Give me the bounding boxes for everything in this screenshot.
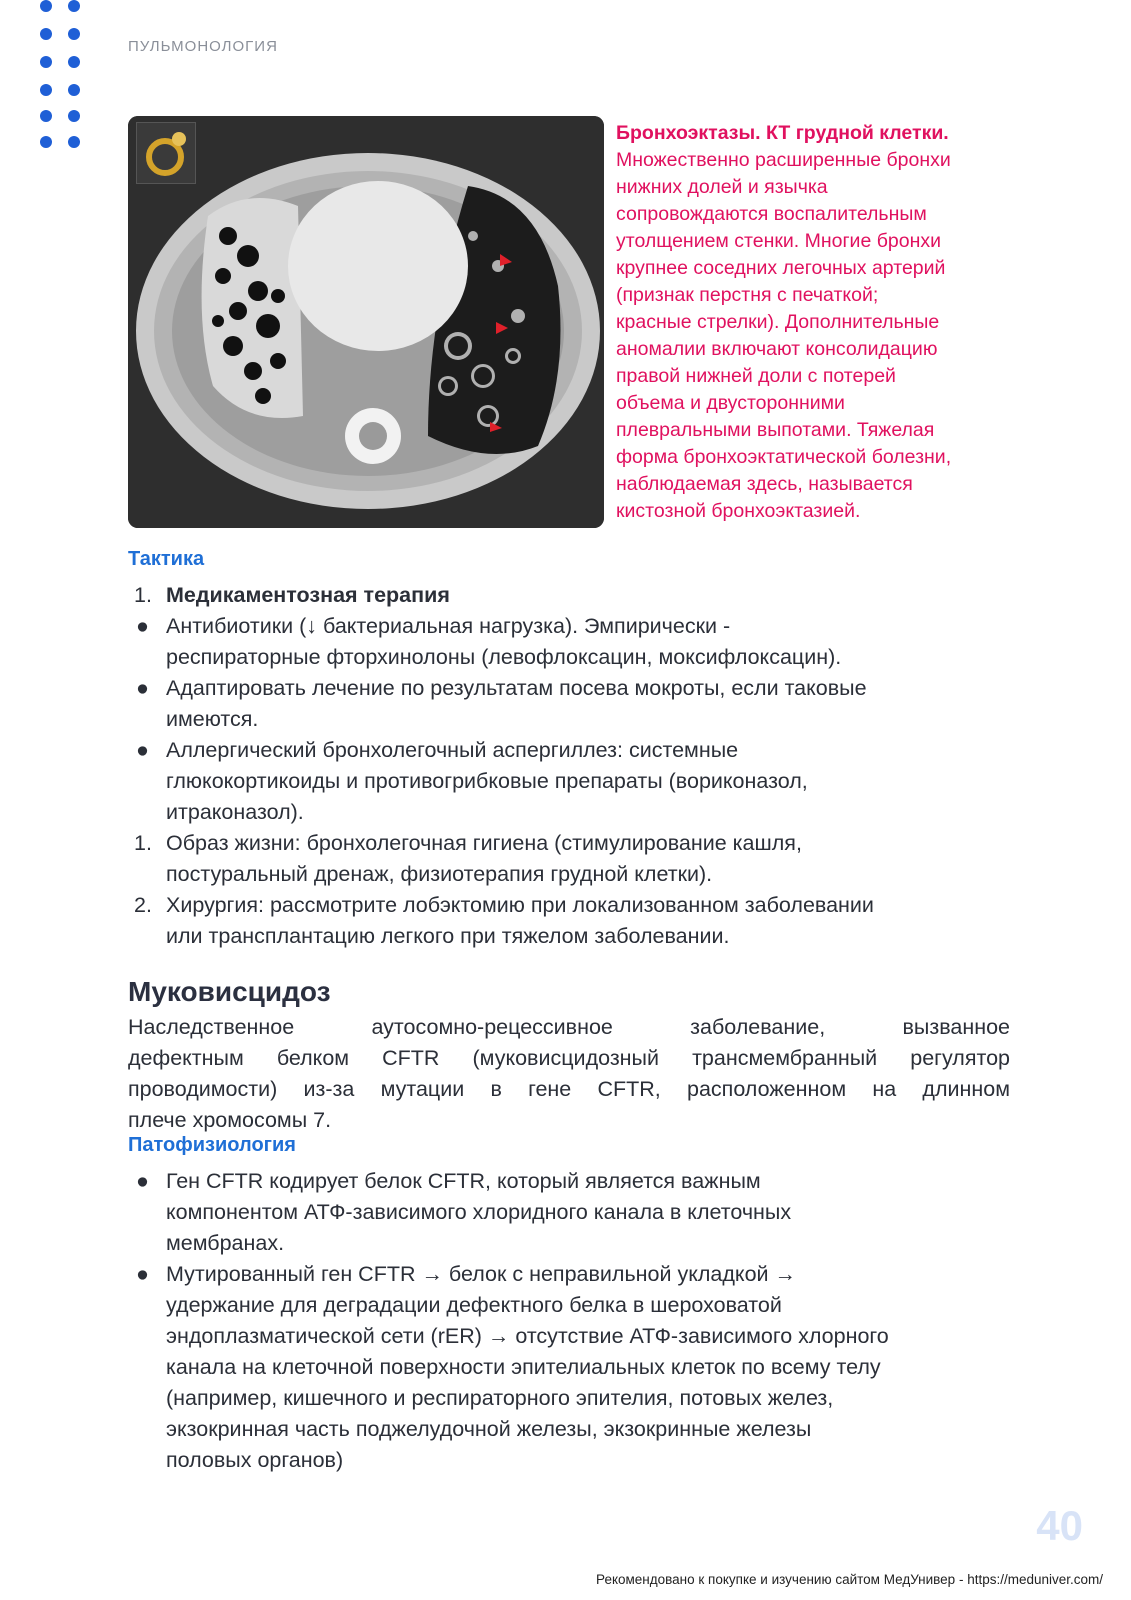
caption-line: крупнее соседних легочных артерий (616, 257, 946, 279)
line: экзокринная часть поджелудочной железы, экзокринные железы (166, 1417, 812, 1441)
line: итраконазол). (166, 800, 304, 824)
caption-line: нижних долей и язычка (616, 176, 828, 198)
line: проводимости) из-за мутации в гене CFTR, расположенном на длинном (128, 1077, 1010, 1101)
patho-heading: Патофизиология (128, 1134, 296, 1156)
line: Аллергический бронхолегочный аспергиллез: системные (166, 738, 739, 762)
line: имеются. (166, 707, 259, 731)
line: эндоплазматической сети (rER) → отсутствие АТФ-зависимого хлорного (166, 1324, 889, 1348)
list-item (128, 1259, 1010, 1476)
bullet-icon: ● (136, 1169, 149, 1193)
line: или трансплантацию легкого при тяжелом заболевании. (166, 924, 730, 948)
caption-line: правой нижней доли с потерей (616, 365, 896, 387)
caption-line: форма бронхоэктатической болезни, (616, 446, 952, 468)
figure-caption (616, 120, 1026, 525)
list-item (128, 735, 1010, 828)
list-item (128, 673, 1010, 735)
line: половых органов) (166, 1448, 344, 1472)
tactics-list (128, 580, 1010, 952)
caption-line: Множественно расширенные бронхи (616, 149, 951, 171)
bullet-icon: ● (136, 1262, 149, 1286)
line: компонентом АТФ-зависимого хлоридного канала в клеточных (166, 1200, 792, 1224)
list-item (128, 828, 1010, 890)
item-number: 2. (134, 893, 152, 917)
item-number: 1. (134, 831, 152, 855)
patho-list (128, 1166, 1010, 1476)
ct-scan-image (128, 116, 604, 528)
tactics-heading: Тактика (128, 548, 205, 570)
list-item (128, 611, 1010, 673)
list-item (128, 580, 1010, 611)
section-label: ПУЛЬМОНОЛОГИЯ (128, 38, 278, 55)
line: Ген CFTR кодирует белок CFTR, который является важным (166, 1169, 761, 1193)
caption-line: красные стрелки). Дополнительные (616, 311, 940, 333)
page-number: 40 (1036, 1502, 1083, 1549)
cf-title: Муковисцидоз (128, 976, 331, 1007)
line: Мутированный ген CFTR → белок с неправильной укладкой → (166, 1262, 797, 1286)
line: (например, кишечного и респираторного эпителия, потовых желез, (166, 1386, 834, 1410)
line: удержание для деградации дефектного белка в шероховатой (166, 1293, 782, 1317)
caption-line: кистозной бронхоэктазией. (616, 500, 861, 522)
line: мембранах. (166, 1231, 285, 1255)
bullet-icon: ● (136, 738, 149, 762)
line: дефектным белком CFTR (муковисцидозный трансмембранный регулятор (128, 1046, 1010, 1070)
list-item (128, 1166, 1010, 1259)
caption-line: утолщением стенки. Многие бронхи (616, 230, 941, 252)
line: респираторные фторхинолоны (левофлоксацин, моксифлоксацин). (166, 645, 842, 669)
line: Образ жизни: бронхолегочная гигиена (стимулирование кашля, (166, 831, 802, 855)
list-item (128, 890, 1010, 952)
footer-note: Рекомендовано к покупке и изучению сайтом МедУнивер - https://meduniver.com/ (596, 1572, 1103, 1587)
line: Антибиотики (↓ бактериальная нагрузка). Эмпирически - (166, 614, 731, 638)
caption-line: (признак перстня с печаткой; (616, 284, 879, 306)
line: глюкокортикоиды и противогрибковые препараты (вориконазол, (166, 769, 808, 793)
caption-line: объема и двусторонними (616, 392, 845, 414)
caption-line: наблюдаемая здесь, называется (616, 473, 913, 495)
item-number: 1. (134, 583, 152, 607)
line: канала на клеточной поверхности эпителиальных клеток по всему телу (166, 1355, 881, 1379)
line: постуральный дренаж, физиотерапия грудной клетки). (166, 862, 713, 886)
cf-definition (128, 1012, 1010, 1136)
signet-ring-icon (136, 122, 196, 184)
bullet-icon: ● (136, 614, 149, 638)
line: Хирургия: рассмотрите лобэктомию при локализованном заболевании (166, 893, 874, 917)
caption-line: плевральными выпотами. Тяжелая (616, 419, 935, 441)
bullet-icon: ● (136, 676, 149, 700)
line: плече хромосомы 7. (128, 1108, 332, 1132)
line: Наследственное аутосомно-рецессивное заболевание, вызванное (128, 1015, 1010, 1039)
caption-title: Бронхоэктазы. КТ грудной клетки. (616, 122, 949, 144)
caption-line: аномалии включают консолидацию (616, 338, 938, 360)
line: Адаптировать лечение по результатам посева мокроты, если таковые (166, 676, 867, 700)
item-title: Медикаментозная терапия (166, 583, 450, 607)
caption-line: сопровождаются воспалительным (616, 203, 927, 225)
